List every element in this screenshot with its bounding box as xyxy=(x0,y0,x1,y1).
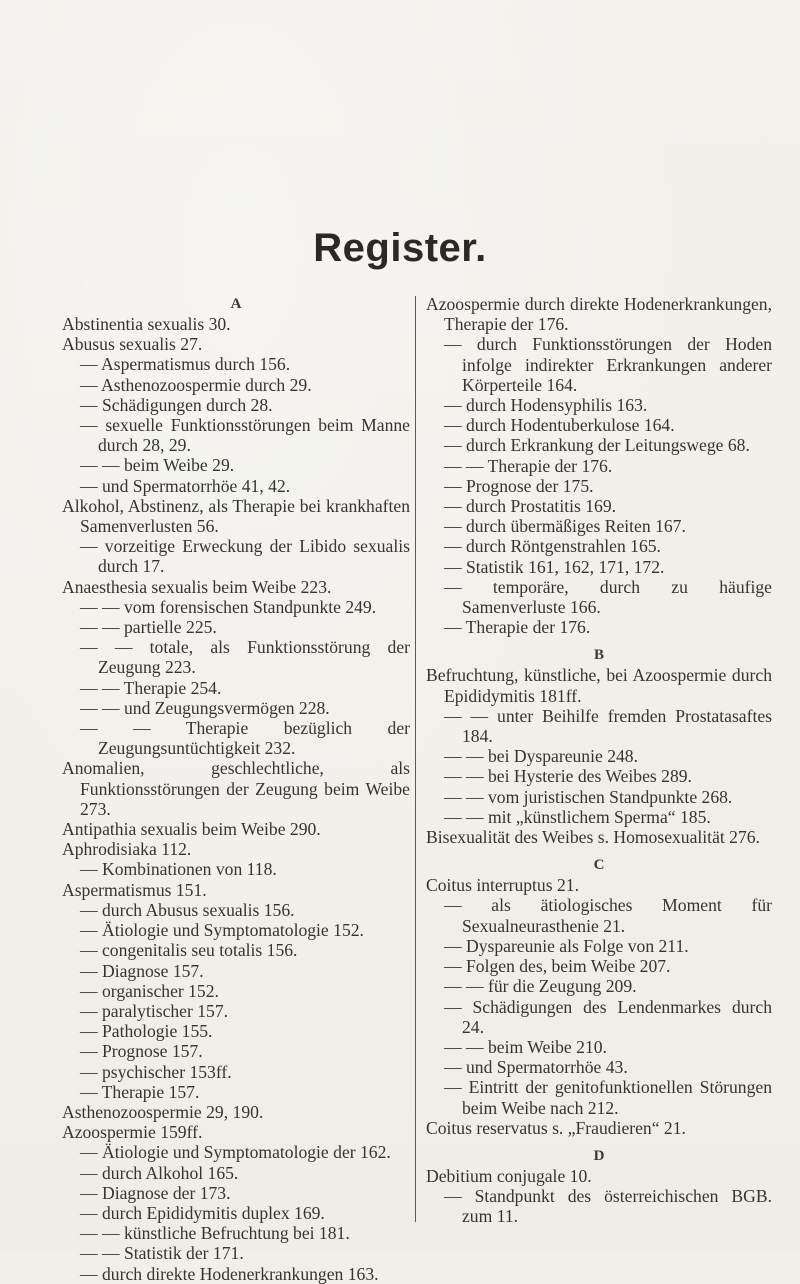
column-divider xyxy=(415,296,416,1222)
index-entry: Aspermatismus 151. xyxy=(62,879,207,900)
index-subentry: — Eintritt der genitofunktionellen Störungen beim Weibe nach 212. xyxy=(444,1077,772,1118)
section-gap xyxy=(426,847,772,855)
index-subentry: — — künstliche Befruchtung bei 181. xyxy=(80,1223,350,1244)
index-subentry: — — Therapie 254. xyxy=(80,677,222,698)
index-entry: Debitium conjugale 10. xyxy=(426,1165,592,1186)
index-subentry: — Therapie der 176. xyxy=(444,617,591,638)
index-entry: Bisexualität des Weibes s. Homosexualität 276. xyxy=(426,827,760,848)
index-subentry: — Folgen des, beim Weibe 207. xyxy=(444,956,671,977)
index-entry: Antipathia sexualis beim Weibe 290. xyxy=(62,819,321,840)
index-entry: Azoospermie 159ff. xyxy=(62,1122,203,1143)
index-subentry: — durch Hodensyphilis 163. xyxy=(444,395,648,416)
index-subentry: — — beim Weibe 210. xyxy=(444,1036,607,1057)
index-subentry: — vorzeitige Erweckung der Libido sexualis durch 17. xyxy=(80,536,410,577)
index-subentry: — und Spermatorrhöe 43. xyxy=(444,1057,628,1078)
index-subentry: — Ätiologie und Symptomatologie 152. xyxy=(80,920,364,941)
section-letter: B xyxy=(593,647,604,664)
index-subentry: — durch Epididymitis duplex 169. xyxy=(80,1202,325,1223)
index-subentry: — — beim Weibe 29. xyxy=(80,455,235,476)
index-entry: Aphrodisiaka 112. xyxy=(62,839,192,860)
index-subentry: — — bei Hysterie des Weibes 289. xyxy=(444,766,692,787)
index-entry: Abusus sexualis 27. xyxy=(62,334,203,355)
index-subentry: — paralytischer 157. xyxy=(80,1000,229,1021)
section-letter: C xyxy=(593,857,605,874)
index-subentry: — durch direkte Hodenerkrankungen 163. xyxy=(80,1263,379,1284)
section-gap xyxy=(426,1138,772,1146)
section-letter: D xyxy=(593,1147,605,1164)
index-column-left xyxy=(62,294,410,1284)
index-entry: Befruchtung, künstliche, bei Azoospermie durch Epididymitis 181ff. xyxy=(426,665,772,706)
index-subentry: — und Spermatorrhöe 41, 42. xyxy=(80,475,291,496)
index-subentry: — — mit „künstlichem Sperma“ 185. xyxy=(444,806,711,827)
index-subentry: — — bei Dyspareunie 248. xyxy=(444,746,638,767)
index-subentry: — sexuelle Funktionsstörungen beim Manne durch 28, 29. xyxy=(80,415,410,456)
index-subentry: — temporäre, durch zu häufige Samenverluste 166. xyxy=(444,576,772,618)
index-entry: Azoospermie durch direkte Hodenerkrankungen, Therapie der 176. xyxy=(426,294,772,335)
index-subentry: — Schädigungen durch 28. xyxy=(80,394,273,415)
index-subentry: — Aspermatismus durch 156. xyxy=(80,354,291,375)
index-subentry: — Prognose 157. xyxy=(80,1041,203,1062)
index-subentry: — Kombinationen von 118. xyxy=(80,859,277,880)
index-subentry: — Prognose der 175. xyxy=(444,475,594,496)
index-subentry: — — vom juristischen Standpunkte 268. xyxy=(444,786,733,807)
index-subentry: — — Therapie bezüglich der Zeugungsuntüchtigkeit 232. xyxy=(80,718,410,759)
index-subentry: — Diagnose der 173. xyxy=(80,1182,231,1203)
index-subentry: — — partielle 225. xyxy=(80,617,217,638)
index-subentry: — — Therapie der 176. xyxy=(444,455,613,476)
page-title: Register. xyxy=(313,226,487,270)
section-gap xyxy=(426,637,772,645)
index-subentry: — Diagnose 157. xyxy=(80,960,204,981)
index-subentry: — Ätiologie und Symptomatologie der 162. xyxy=(80,1142,391,1163)
index-subentry: — durch übermäßiges Reiten 167. xyxy=(444,516,686,537)
index-subentry: — congenitalis seu totalis 156. xyxy=(80,940,298,961)
index-entry: Coitus interruptus 21. xyxy=(426,875,579,896)
index-entry: Coitus reservatus s. „Fraudieren“ 21. xyxy=(426,1117,686,1138)
index-subentry: — — und Zeugungsvermögen 228. xyxy=(80,697,330,718)
section-letter: A xyxy=(230,296,242,312)
index-subentry: — — vom forensischen Standpunkte 249. xyxy=(80,596,377,617)
index-subentry: — — Statistik der 171. xyxy=(80,1243,244,1264)
index-subentry: — organischer 152. xyxy=(80,980,219,1001)
index-subentry: — Therapie 157. xyxy=(80,1081,200,1102)
index-subentry: — durch Hodentuberkulose 164. xyxy=(444,415,675,436)
index-subentry: — durch Röntgenstrahlen 165. xyxy=(444,536,661,557)
index-subentry: — Asthenozoospermie durch 29. xyxy=(80,374,312,395)
index-subentry: — Statistik 161, 162, 171, 172. xyxy=(444,556,665,577)
index-entry: Abstinentia sexualis 30. xyxy=(62,314,231,334)
index-subentry: — Dyspareunie als Folge von 211. xyxy=(444,935,689,956)
index-subentry: — Schädigungen des Lendenmarkes durch 24. xyxy=(444,996,772,1037)
index-subentry: — Standpunkt des österreichischen BGB. zum 11. xyxy=(444,1186,772,1227)
index-subentry: — Pathologie 155. xyxy=(80,1021,213,1042)
index-subentry: — durch Abusus sexualis 156. xyxy=(80,899,295,920)
index-subentry: — — unter Beihilfe fremden Prostatasaftes 184. xyxy=(444,705,772,747)
index-subentry: — durch Erkrankung der Leitungswege 68. xyxy=(444,435,750,456)
index-subentry: — als ätiologisches Moment für Sexualneurasthenie 21. xyxy=(444,895,772,936)
index-entry: Asthenozoospermie 29, 190. xyxy=(62,1101,264,1122)
index-subentry: — psychischer 153ff. xyxy=(80,1061,232,1082)
index-subentry: — — für die Zeugung 209. xyxy=(444,976,637,997)
index-subentry: — durch Funktionsstörungen der Hoden infolge indirekter Erkrankungen anderer Körperteile 164. xyxy=(444,334,772,395)
index-column-right xyxy=(426,294,772,1227)
index-entry: Anaesthesia sexualis beim Weibe 223. xyxy=(62,576,332,597)
index-entry: Alkohol, Abstinenz, als Therapie bei krankhaften Samenverlusten 56. xyxy=(62,495,410,537)
index-subentry: — durch Prostatitis 169. xyxy=(444,496,617,517)
index-entry: Anomalien, geschlechtliche, als Funktionsstörungen der Zeugung beim Weibe 273. xyxy=(62,758,410,819)
index-subentry: — durch Alkohol 165. xyxy=(80,1162,239,1183)
index-subentry: — — totale, als Funktionsstörung der Zeugung 223. xyxy=(80,637,410,678)
